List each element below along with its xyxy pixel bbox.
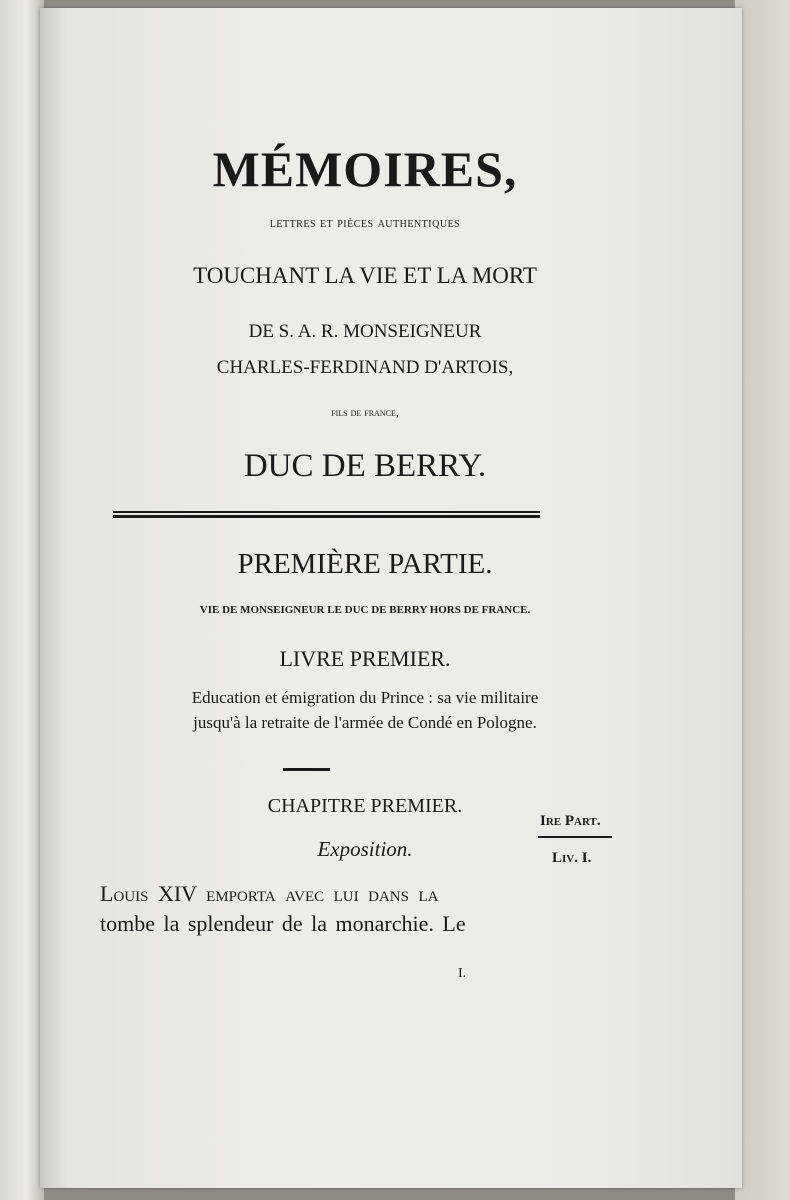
part-title: PREMIÈRE PARTIE. xyxy=(237,548,493,580)
title-line-5: DUC DE BERRY. xyxy=(243,448,487,484)
facing-page-edge xyxy=(0,0,44,1200)
table-surface xyxy=(735,0,790,1200)
chapter-title: CHAPITRE PREMIER. xyxy=(267,795,463,817)
margin-note-rule xyxy=(538,836,612,838)
double-rule-top xyxy=(113,511,540,513)
chapter-subtitle: Exposition. xyxy=(317,837,413,861)
title-line-3: CHARLES-FERDINAND D'ARTOIS, xyxy=(216,357,514,378)
book-summary-line: jusqu'à la retraite de l'armée de Condé en Pologne. xyxy=(193,713,537,732)
body-text-line: tombe la splendeur de la monarchie. Le xyxy=(100,911,466,936)
title-line-2: DE S. A. R. MONSEIGNEUR xyxy=(248,321,482,342)
body-text-line: Louis XIV emporta avec lui dans la xyxy=(100,881,439,906)
short-rule xyxy=(283,768,330,771)
book-summary-line: Education et émigration du Prince : sa vie militaire xyxy=(191,688,539,707)
margin-note-part: Ire Part. xyxy=(540,813,601,829)
title-line-1: TOUCHANT LA VIE ET LA MORT xyxy=(193,263,537,288)
subtitle: lettres et pièces authentiques xyxy=(269,216,461,231)
part-subtitle: VIE DE MONSEIGNEUR LE DUC DE BERRY HORS DE FRANCE. xyxy=(199,604,531,616)
book-title: LIVRE PREMIER. xyxy=(279,646,451,671)
page-title: MÉMOIRES, xyxy=(212,141,518,197)
double-rule-bottom xyxy=(113,515,540,518)
page-number: I. xyxy=(458,966,467,981)
margin-note-book: Liv. I. xyxy=(552,850,592,866)
book-page xyxy=(40,8,742,1188)
title-line-4: fils de france, xyxy=(331,405,399,419)
